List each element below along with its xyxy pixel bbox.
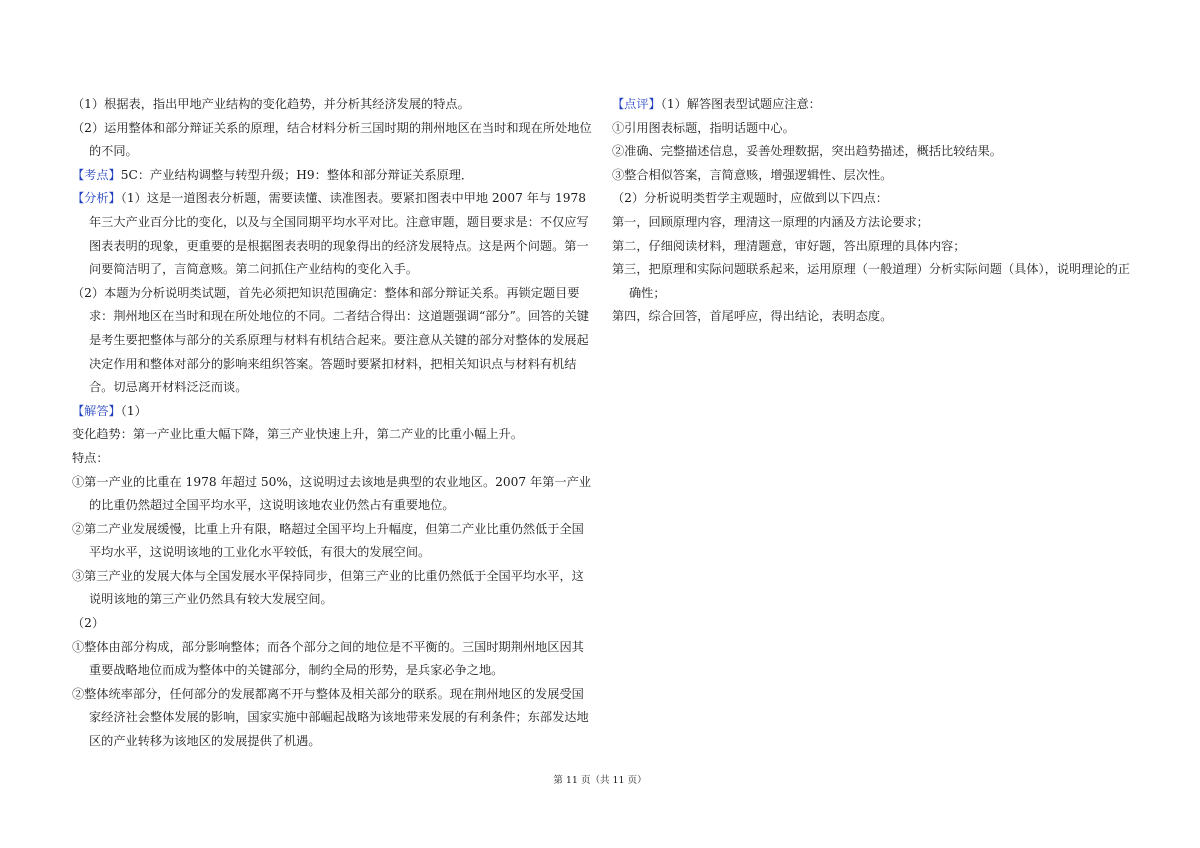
page-footer: 第 11 页（共 11 页） — [553, 775, 647, 786]
left-column — [72, 93, 594, 754]
tip-4: （2）分析说明类哲学主观题时，应做到以下四点： — [612, 191, 888, 206]
step-1: 第一，回顾原理内容，理清这一原理的内涵及方法论要求； — [612, 214, 929, 229]
jieda-paragraph — [72, 400, 594, 424]
fenxi-tag: 【分析】 — [72, 191, 121, 206]
feature-1: ①第一产业的比重在 1978 年超过 50%，这说明过去该地是典型的农业地区。2007 年第一产业的比重仍然超过全国平均水平，这说明该地农业仍然占有重要地位。 — [72, 474, 591, 513]
dianping-paragraph — [612, 93, 1134, 117]
answer-2: ②整体统率部分，任何部分的发展都离不开与整体及相关部分的联系。现在荆州地区的发展受国家经济社会整体发展的影响，国家实施中部崛起战略为该地带来发展的有利条件；东部发达地区的产业转移为该地区的发展提供了机遇。 — [72, 686, 589, 749]
kaodian-tag: 【考点】 — [72, 167, 121, 182]
kaodian-text: 5C：产业结构调整与转型升级；H9：整体和部分辩证关系原理． — [120, 167, 474, 182]
feature-2: ②第二产业发展缓慢，比重上升有限，略超过全国平均上升幅度，但第二产业比重仍然低于全国平均水平，这说明该地的工业化水平较低，有很大的发展空间。 — [72, 521, 584, 560]
jieda-part-1: （1） — [120, 403, 147, 418]
tip-1: ①引用图表标题，指明话题中心。 — [612, 120, 795, 135]
tip-2: ②准确、完整描述信息，妥善处理数据，突出趋势描述，概括比较结果。 — [612, 144, 1002, 159]
fenxi-text-1: （1）这是一道图表分析题，需要读懂、读准图表。要紧扣图表中甲地 2007 年与 1978 年三大产业百分比的变化，以及与全国同期平均水平对比。注意审题，题目要求是：不仅应写图表表明的现象，更重要的是根据图表表明的现象得出的经济发展特点。这是两个问题。第一问要简洁明了，言简意赅。第二问抓住产业结构的变化入手。 — [89, 191, 589, 277]
question-2: （2）运用整体和部分辩证关系的原理，结合材料分析三国时期的荆州地区在当时和现在所处地位的不同。 — [72, 120, 592, 159]
fenxi-paragraph-2: （2）本题为分析说明类试题，首先必须把知识范围确定：整体和部分辩证关系。再锁定题目要求：荆州地区在当时和现在所处地位的不同。二者结合得出：这道题强调“部分”。回答的关键是考生要把整体与部分的关系原理与材料有机结合起来。要注意从关键的部分对整体的发展起决定作用和整体对部分的影响来组织答案。答题时要紧扣材料，把相关知识点与材料有机结合。切忌离开材料泛泛而谈。 — [72, 285, 589, 395]
dianping-tag: 【点评】 — [612, 97, 661, 111]
kaodian-paragraph — [72, 164, 594, 188]
dianping-text: （1）解答图表型试题应注意： — [660, 97, 821, 111]
fenxi-paragraph-1 — [72, 187, 594, 281]
answer-1: ①整体由部分构成，部分影响整体；而各个部分之间的地位是不平衡的。三国时期荆州地区因其重要战略地位而成为整体中的关键部分，制约全局的形势，是兵家必争之地。 — [72, 639, 584, 678]
feature-3: ③第三产业的发展大体与全国发展水平保持同步，但第三产业的比重仍然低于全国平均水平，这说明该地的第三产业仍然具有较大发展空间。 — [72, 568, 584, 607]
step-3: 第三，把原理和实际问题联系起来，运用原理（一般道理）分析实际问题（具体），说明理论的正确性； — [612, 262, 1130, 300]
step-4: 第四，综合回答，首尾呼应，得出结论，表明态度。 — [612, 309, 893, 324]
right-column — [612, 93, 1134, 329]
trend-text: 变化趋势：第一产业比重大幅下降，第三产业快速上升，第二产业的比重小幅上升。 — [72, 427, 523, 442]
question-1: （1）根据表，指出甲地产业结构的变化趋势，并分析其经济发展的特点。 — [72, 97, 470, 111]
step-2: 第二，仔细阅读材料，理清题意，审好题，答出原理的具体内容； — [612, 238, 966, 253]
features-label: 特点： — [72, 450, 109, 465]
jieda-tag: 【解答】 — [72, 403, 121, 418]
jieda-part-2: （2） — [72, 616, 105, 631]
tip-3: ③整合相似答案，言简意赅，增强逻辑性、层次性。 — [612, 167, 893, 182]
